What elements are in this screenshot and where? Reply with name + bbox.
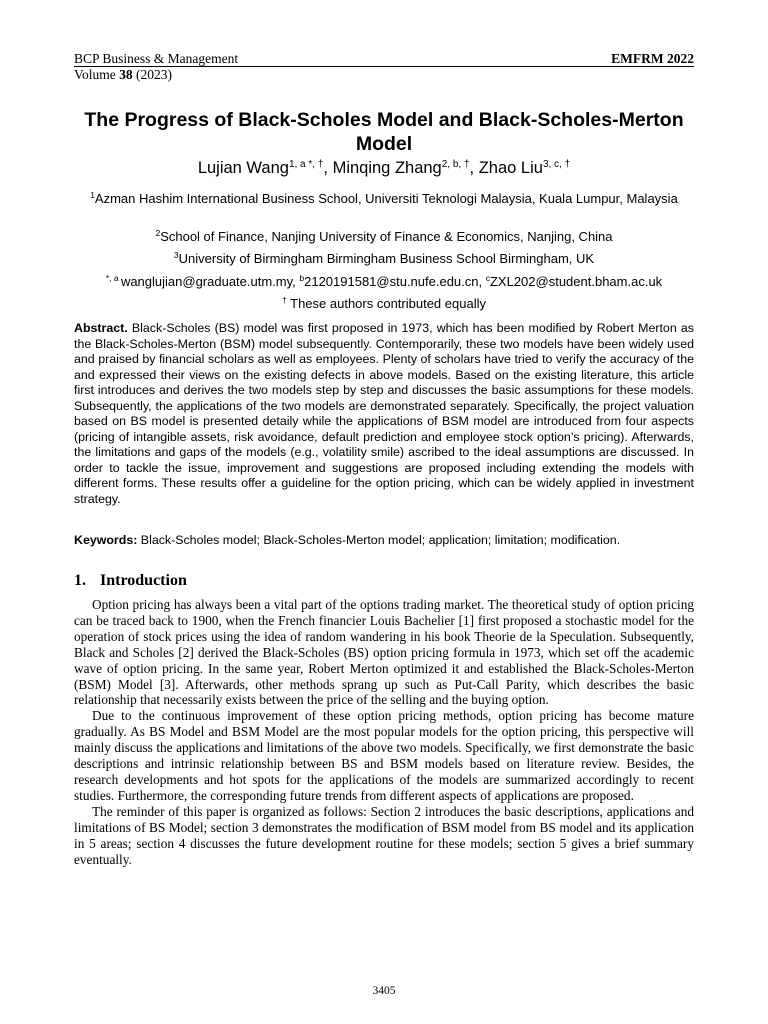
abstract-label: Abstract. [74,321,128,335]
equal-contribution-note: † These authors contributed equally [282,295,486,311]
running-header [74,51,694,67]
abstract-text: Black-Scholes (BS) model was first proposed in 1973, which has been modified by Robert Merton as the Black-Scholes-Merton (BSM) model subsequently. Contemporarily, these two models have been widely used and praised by financial scholars as well as employees. Plenty of scholars have tried to verify the accuracy of the and expressed their views on the existing defects in above models. Based on the existing literature, this article first introduces and derives the two models step by step and discusses the basic assumptions for these models. Subsequently, the applications of the two models are demonstrated separately. Specifically, the project valuation based on BS model is presented detaily while the applications of BSM model are introduced from four aspects (pricing of intangible assets, risk avoidance, default prediction and employee stock option’s pricing). Afterwards, the limitations and gaps of the models (e.g., volatility smile) ascribed to the ideal assumptions are discussed. In order to tackle the issue, improvement and suggestions are proposed including extending the models with different forms. These results offer a guideline for the option pricing, which can be widely applied in investment strategy. [74,321,694,506]
keywords [74,533,694,549]
affiliation-2: $^2$School of Finance, Nanjing University of Finance & Economics, Nanjing, China [155,228,613,244]
keywords-text: Black-Scholes model; Black-Scholes-Merton model; application; limitation; modification. [137,533,621,547]
affiliation-3: $^3$University of Birmingham Birmingham Business School Birmingham, UK [173,250,595,266]
paragraph: Option pricing has always been a vital part of the options trading market. The theoretical study of option pricing can be traced back to 1900, when the French financier Louis Bachelier [1] first proposed a stochastic model for the operation of stock prices using the idea of random wandering in his book Theorie de la Speculation. Subsequently, Black and Scholes [2] derived the Black-Scholes (BS) option pricing formula in 1973, which set off the academic wave of option pricing. In the same year, Robert Merton optimized it and established the Black-Scholes-Merton (BSM) Model [3]. Afterwards, other methods sprang up such as Put-Call Parity, which describes the basic relationship that necessarily exists between the price of the selling and the buying option. [74,597,694,708]
page-number: 3405 [372,985,396,997]
affiliation-1: $^1$Azman Hashim International Business School, Universiti Teknologi Malaysia, Kuala Lumpur, Malaysia [90,190,678,206]
volume-line: Volume 38 (2023) [74,67,173,82]
author-list [74,158,694,178]
abstract [74,321,694,507]
journal-name: BCP Business & Management [74,51,239,66]
email-b: 2120191581@stu.nufe.edu.cn, [304,274,486,289]
section-heading-introduction: 1. Introduction [74,572,187,589]
paper-title: The Progress of Black-Scholes Model and Black-Scholes-Merton Model [84,109,684,155]
email-a: wanglujian@graduate.utm.my, [120,274,300,289]
email-c: ZXL202@student.bham.ac.uk [489,274,663,289]
paragraph: The reminder of this paper is organized as follows: Section 2 introduces the basic descriptions, applications and limitations of BS Model; section 3 demonstrates the modification of BSM model from BS model and its application in 5 areas; section 4 discusses the future development routine for these models; section 5 gives a brief summary eventually. [74,803,694,867]
paragraph: Due to the continuous improvement of these option pricing methods, option pricing has become mature gradually. As BS Model and BSM Model are the most popular models for the option pricing, this perspective will mainly discuss the applications and limitations of the above two models. Specifically, we first demonstrate the basic descriptions and intrinsic relationship between BS and BSM models based on literature review. Besides, the research developments and hot spots for the applications of the models are summarized accordingly to recent studies. Furthermore, the corresponding future trends from different aspects of applications are proposed. [74,708,694,803]
author: Minqing Zhang$^{2, b, \dagger}$, [332,159,479,177]
conference-name: EMFRM 2022 [611,51,694,66]
keywords-label: Keywords: [74,533,138,547]
author: Lujian Wang$^{1, a *, \dagger}$, [197,159,333,177]
volume-number: 38 [119,67,133,82]
introduction-body [74,597,694,867]
author-emails: $^{*, a}$ wanglujian@graduate.utm.my, $^b$2120191581@stu.nufe.edu.cn, $^c$ZXL202@student.bham.ac.uk [105,273,663,289]
author: Zhao Liu$^{3, c, \dagger}$ [478,159,571,177]
